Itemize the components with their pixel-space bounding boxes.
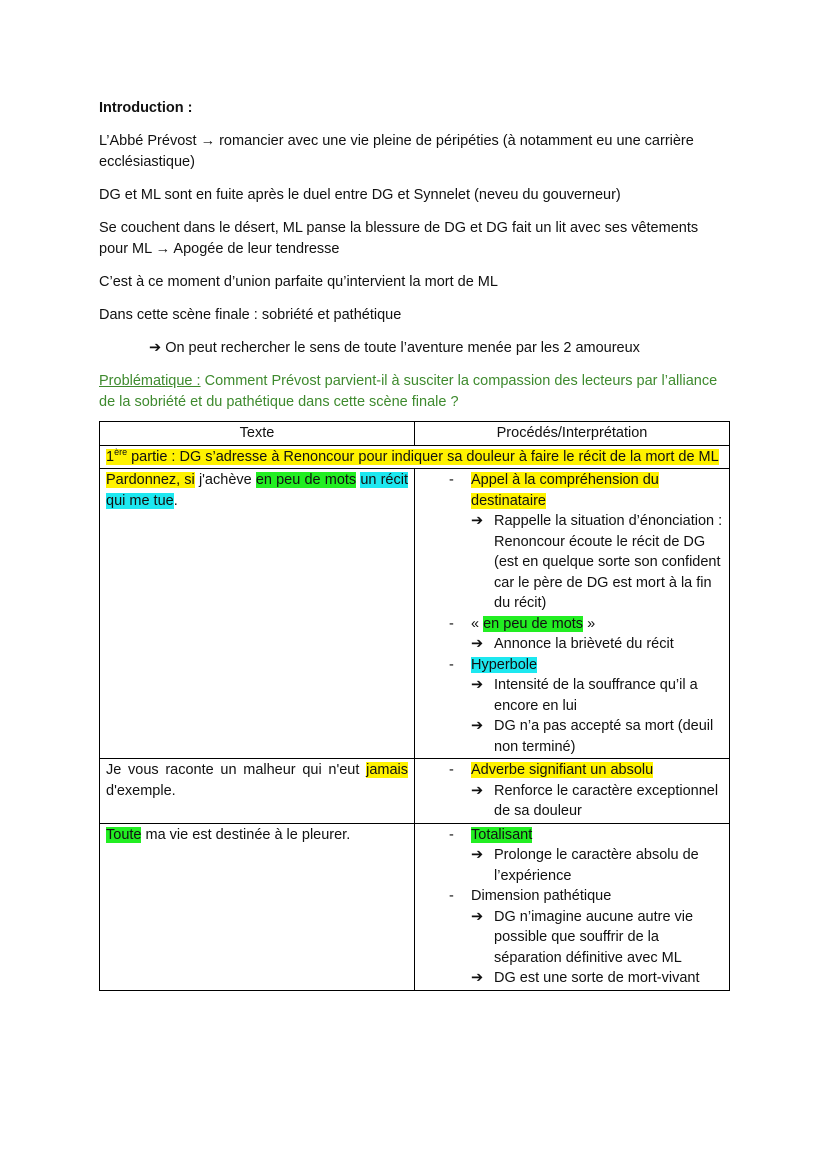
list-item <box>471 968 723 989</box>
quote-fragment: Pardonnez, si <box>106 472 195 488</box>
table-cell-analysis <box>415 469 730 759</box>
analysis-subpoint: DG n’imagine aucune autre vie possible que souffrir de la séparation définitive avec ML <box>494 908 694 966</box>
analysis-subpoint: Prolonge le caractère absolu de l’expérience <box>494 847 699 884</box>
dash-marker: - <box>449 656 454 673</box>
quote-fragment: en peu de mots <box>255 472 357 488</box>
problematique <box>99 371 729 413</box>
problematique-label: Problématique : <box>99 373 201 389</box>
dash-marker: - <box>449 762 454 778</box>
table-cell-analysis <box>415 759 730 824</box>
quote-fragment: d'exemple. <box>106 782 176 799</box>
intro-paragraph-3: Se couchent dans le désert, ML panse la blessure de DG et DG fait un lit avec ses vêtements pour ML → Apogée de leur tendresse <box>99 220 699 257</box>
intro-paragraph-2: DG et ML sont en fuite après le duel entre DG et Synnelet (neveu du gouverneur) <box>99 187 621 203</box>
analysis-table <box>99 421 730 991</box>
list-item <box>471 511 723 614</box>
list-item <box>471 781 723 822</box>
document-page <box>99 98 729 991</box>
table-row <box>100 759 730 824</box>
dash-marker: - <box>449 472 454 488</box>
analysis-subpoint: DG n’a pas accepté sa mort (deuil non terminé) <box>494 718 714 755</box>
problematique-text: Comment Prévost parvient-il à susciter la compassion des lecteurs par l’alliance de la sobriété et du pathétique dans cette scène finale ? <box>99 373 718 410</box>
table-cell-analysis <box>415 823 730 990</box>
analysis-point: Hyperbole <box>471 656 538 673</box>
list-item <box>471 845 723 886</box>
arrow-icon: ➔ <box>471 513 484 529</box>
part-superscript: ère <box>114 446 128 457</box>
intro-paragraph-6 <box>99 338 729 359</box>
list-item <box>421 655 723 758</box>
analysis-subpoint: Rappelle la situation d’énonciation : Renoncour écoute le récit de DG (est en quelque sorte son confident car le père de DG est mort à la fin du récit) <box>494 513 723 611</box>
table-cell-text <box>100 823 415 990</box>
table-part-cell <box>100 445 730 469</box>
table-cell-text <box>100 759 415 824</box>
analysis-subpoint: DG est une sorte de mort-vivant <box>494 970 700 986</box>
table-header-procedes: Procédés/Interprétation <box>415 422 730 446</box>
intro-paragraph-5: Dans cette scène finale : sobriété et pathétique <box>99 307 402 323</box>
analysis-point: Adverbe signifiant un absolu <box>471 762 654 778</box>
list-item <box>471 675 723 716</box>
arrow-icon: ➔ <box>471 677 484 693</box>
intro-title: Introduction : <box>99 100 193 116</box>
intro-paragraph-4: C’est à ce moment d’union parfaite qu’intervient la mort de ML <box>99 274 498 290</box>
list-item <box>421 886 723 989</box>
analysis-point: Totalisant <box>471 826 533 843</box>
table-header-texte: Texte <box>100 422 415 446</box>
quote-fragment: Je vous raconte un malheur qui n'eut <box>106 762 367 778</box>
table-header-row <box>100 422 730 446</box>
analysis-point: Dimension pathétique <box>471 888 612 904</box>
table-part-row <box>100 445 730 469</box>
analysis-point: en peu de mots <box>483 615 584 632</box>
list-item <box>471 716 723 757</box>
arrow-icon: ➔ <box>471 718 484 734</box>
list-item <box>421 614 723 655</box>
quote-fragment: un récit qui me tue <box>106 472 408 509</box>
list-item <box>421 760 723 822</box>
part-number: 1 <box>106 448 115 465</box>
intro-paragraph-1: L’Abbé Prévost → romancier avec une vie pleine de péripéties (à notamment eu une carrière ecclésiastique) <box>99 133 694 170</box>
list-item <box>421 825 723 887</box>
quote-fragment: Toute <box>106 826 142 843</box>
arrow-icon: ➔ <box>471 908 484 925</box>
dash-marker: - <box>449 615 454 632</box>
list-item <box>421 470 723 614</box>
table-cell-text <box>100 469 415 759</box>
analysis-point: Appel à la compréhension du destinataire <box>471 472 659 509</box>
table-row <box>100 823 730 990</box>
arrow-icon: ➔ <box>471 847 484 863</box>
arrow-icon: ➔ <box>471 782 484 799</box>
analysis-subpoint: Intensité de la souffrance qu’il a encore en lui <box>494 677 698 714</box>
table-row <box>100 469 730 759</box>
part-text: partie : DG s’adresse à Renoncour pour indiquer sa douleur à faire le récit de la mort de ML <box>127 448 719 465</box>
quote-fragment: j'achève <box>194 472 256 488</box>
list-item <box>471 907 723 969</box>
arrow-icon: ➔ <box>471 636 484 652</box>
analysis-subpoint: Annonce la brièveté du récit <box>494 636 674 652</box>
dash-marker: - <box>449 826 454 843</box>
list-item <box>471 634 723 655</box>
quote-mark: » <box>583 615 596 632</box>
quote-mark: « <box>471 615 484 632</box>
arrow-icon: ➔ <box>149 340 162 356</box>
dash-marker: - <box>449 888 454 904</box>
part-title <box>106 446 719 465</box>
intro-paragraph-6-text: On peut rechercher le sens de toute l’aventure menée par les 2 amoureux <box>165 340 640 356</box>
analysis-subpoint: Renforce le caractère exceptionnel de sa douleur <box>494 782 719 819</box>
quote-fragment: . <box>173 492 178 509</box>
quote-fragment: jamais <box>366 762 408 778</box>
quote-fragment: ma vie est destinée à le pleurer. <box>141 826 351 843</box>
arrow-icon: ➔ <box>471 970 484 986</box>
